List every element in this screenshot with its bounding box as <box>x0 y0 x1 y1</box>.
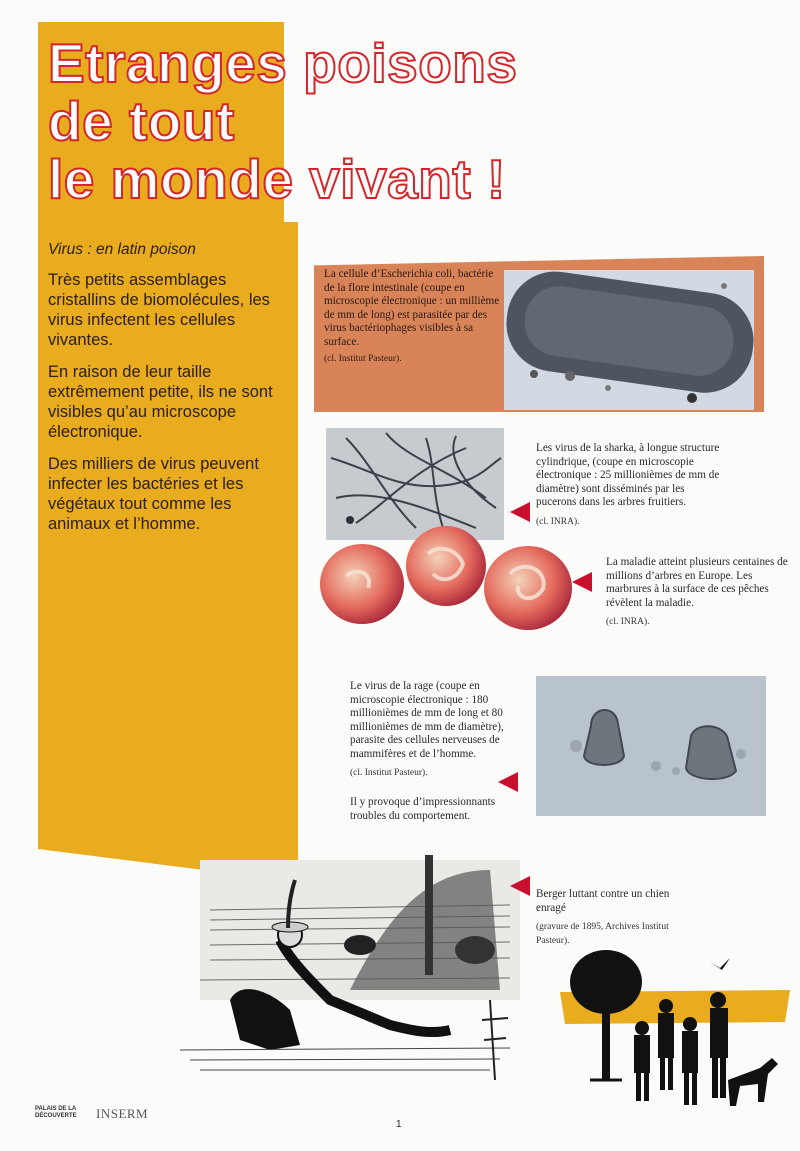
people-dog-tree-silhouette <box>560 940 790 1120</box>
rage-micrograph <box>536 676 766 816</box>
peaches-image <box>318 524 578 634</box>
ecoli-caption <box>324 268 502 367</box>
title-line-3: le monde vivant ! <box>48 148 506 210</box>
peaches-arrow <box>572 572 592 592</box>
inserm-logo: INSERM <box>96 1106 149 1121</box>
rage-arrow <box>498 772 518 792</box>
berger-credit: (gravure de 1895, Archives Institut Pasteur). <box>536 922 669 946</box>
page-number: 1 <box>396 1119 402 1130</box>
intro-paragraph-3: Des milliers de virus peuvent infecter les bactéries et les végétaux tout comme les animaux et l’homme. <box>48 455 259 533</box>
intro-paragraph-1: Très petits assemblages cristallins de biomolécules, les virus infectent les cellules vivantes. <box>48 271 270 349</box>
maladie-caption-text: La maladie atteint plusieurs centaines de millions d’arbres en Europe. Les marbrures à la surface de ces pêches révèlent la maladie. <box>606 556 788 609</box>
palais-decouverte-logo: PALAIS DE LA DÉCOUVERTE <box>35 1106 77 1119</box>
sharka-caption <box>536 442 726 529</box>
maladie-caption <box>606 556 796 630</box>
page-title <box>48 34 517 208</box>
ecoli-caption-text: La cellule d’Escherichia coli, bactérie de la flore intestinale (coupe en microscopie électronique : un millième de mm de long) est parasitée par des virus bactériophages visibles à sa surface. <box>324 268 500 348</box>
rage-caption <box>350 680 510 781</box>
rage-credit: (cl. Institut Pasteur). <box>350 768 428 778</box>
sharka-arrow <box>510 502 530 522</box>
intro-subtitle: Virus : en latin poison <box>48 241 196 258</box>
intro-column <box>48 240 288 546</box>
berger-caption-text: Berger luttant contre un chien enragé <box>536 888 670 914</box>
peaches-photo <box>318 524 578 634</box>
berger-arrow <box>510 876 530 896</box>
intro-paragraph-2: En raison de leur taille extrêmement petite, ils ne sont visibles qu’au microscope électronique. <box>48 363 273 441</box>
sharka-caption-text: Les virus de la sharka, à longue structure cylindrique, (coupe en microscopie électronique : 25 millionièmes de mm de diamètre) sont disséminés par les pucerons dans les arbres fruitiers. <box>536 442 720 508</box>
rage-caption-text: Le virus de la rage (coupe en microscopie électronique : 180 millionièmes de mm de long et 80 millionièmes de mm de diamètre), parasite des cellules nerveuses de mammifères et de l’homme. <box>350 680 504 760</box>
engraving-illustration <box>170 850 520 1090</box>
troubles-caption: Il y provoque d’impressionnants troubles du comportement. <box>350 796 496 822</box>
ecoli-bacterium-image <box>504 270 754 410</box>
ecoli-credit: (cl. Institut Pasteur). <box>324 354 402 364</box>
shepherd-dog-engraving <box>170 850 520 1090</box>
rage-virus-image <box>536 676 766 816</box>
ecoli-micrograph <box>504 270 754 410</box>
title-line-2: de tout <box>48 90 235 152</box>
berger-caption <box>536 888 686 948</box>
sharka-credit: (cl. INRA). <box>536 516 580 527</box>
maladie-credit: (cl. INRA). <box>606 617 650 627</box>
silhouette-illustration <box>560 940 790 1120</box>
title-line-1: Etranges poisons <box>48 32 518 94</box>
